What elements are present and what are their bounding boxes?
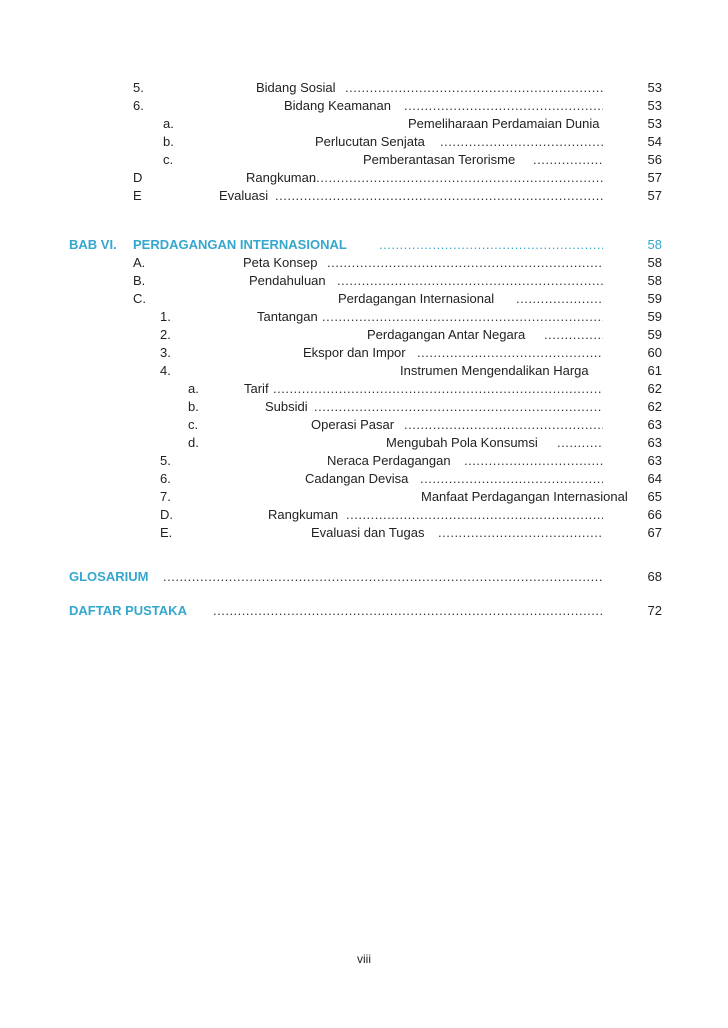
leader-dots: [275, 187, 603, 205]
page-number: viii: [357, 952, 371, 966]
toc-entry-number: 2.: [160, 327, 171, 342]
leader-dots: [379, 236, 603, 254]
leader-dots: [516, 290, 603, 308]
leader-dots: [213, 602, 603, 620]
leader-dots: [346, 506, 603, 524]
toc-entry-title[interactable]: Instrumen Mengendalikan Harga: [400, 363, 589, 378]
toc-entry-title[interactable]: Operasi Pasar: [311, 417, 395, 432]
leader-dots: [440, 133, 603, 151]
leader-dots: [345, 79, 603, 97]
toc-entry-title[interactable]: Pendahuluan: [249, 273, 326, 288]
toc-entry-number: a.: [163, 116, 174, 131]
toc-entry-page: 65: [647, 489, 662, 504]
toc-entry-number: D: [133, 170, 143, 185]
toc-entry-title[interactable]: Rangkuman: [268, 507, 339, 522]
toc-entry-title[interactable]: Perlucutan Senjata: [315, 134, 425, 149]
bibliography-page: 72: [647, 603, 662, 618]
leader-dots: [438, 524, 603, 542]
toc-entry-title[interactable]: Perdagangan Antar Negara: [367, 327, 526, 342]
toc-entry-number: 7.: [160, 489, 171, 504]
toc-entry-page: 54: [647, 134, 662, 149]
toc-entry-number: 6.: [133, 98, 144, 113]
toc-entry-page: 56: [647, 152, 662, 167]
toc-entry-number: E.: [160, 525, 173, 540]
chapter-page: 58: [647, 237, 662, 252]
toc-entry-number: 4.: [160, 363, 171, 378]
leader-dots: [312, 169, 603, 187]
toc-entry-page: 53: [647, 80, 662, 95]
toc-entry-title[interactable]: Rangkuman: [246, 170, 317, 185]
leader-dots: [273, 380, 603, 398]
toc-entry-number: b.: [188, 399, 199, 414]
toc-entry-page: 59: [647, 327, 662, 342]
toc-entry-number: A.: [133, 255, 146, 270]
toc-entry-title[interactable]: Subsidi: [265, 399, 308, 414]
toc-entry-title[interactable]: Peta Konsep: [243, 255, 318, 270]
toc-entry-page: 57: [647, 170, 662, 185]
glossary-title[interactable]: GLOSARIUM: [69, 569, 149, 584]
toc-entry-page: 60: [647, 345, 662, 360]
toc-entry-page: 53: [647, 98, 662, 113]
leader-dots: [417, 344, 603, 362]
toc-entry-page: 58: [647, 255, 662, 270]
toc-entry-page: 58: [647, 273, 662, 288]
leader-dots: [420, 470, 603, 488]
leader-dots: [322, 308, 603, 326]
toc-entry-number: c.: [163, 152, 174, 167]
glossary-page: 68: [647, 569, 662, 584]
leader-dots: [327, 254, 603, 272]
toc-entry-title[interactable]: Evaluasi: [219, 188, 269, 203]
toc-entry-number: 5.: [133, 80, 144, 95]
toc-entry-page: 67: [647, 525, 662, 540]
toc-entry-number: B.: [133, 273, 146, 288]
toc-entry-title[interactable]: Manfaat Perdagangan Internasional: [421, 489, 628, 504]
toc-entry-title[interactable]: Perdagangan Internasional: [338, 291, 495, 306]
toc-entry-number: D.: [160, 507, 173, 522]
toc-entry-page: 63: [647, 417, 662, 432]
chapter-number: BAB VI.: [69, 237, 117, 252]
toc-entry-page: 63: [647, 453, 662, 468]
toc-entry-page: 57: [647, 188, 662, 203]
toc-entry-page: 64: [647, 471, 662, 486]
toc-entry-page: 66: [647, 507, 662, 522]
toc-entry-title[interactable]: Bidang Keamanan: [284, 98, 391, 113]
chapter-title[interactable]: PERDAGANGAN INTERNASIONAL: [133, 237, 347, 252]
leader-dots: [464, 452, 603, 470]
toc-entry-number: 3.: [160, 345, 171, 360]
leader-dots: [544, 326, 603, 344]
toc-entry-number: c.: [188, 417, 199, 432]
leader-dots: [337, 272, 603, 290]
leader-dots: [314, 398, 603, 416]
toc-entry-page: 63: [647, 435, 662, 450]
toc-entry-title[interactable]: Ekspor dan Impor: [303, 345, 406, 360]
leader-dots: [404, 97, 603, 115]
toc-entry-number: b.: [163, 134, 174, 149]
toc-entry-number: 5.: [160, 453, 171, 468]
toc-entry-number: a.: [188, 381, 199, 396]
toc-entry-title[interactable]: Mengubah Pola Konsumsi: [386, 435, 538, 450]
toc-entry-title[interactable]: Cadangan Devisa: [305, 471, 409, 486]
toc-entry-title[interactable]: Tarif: [244, 381, 269, 396]
leader-dots: [533, 151, 603, 169]
toc-entry-number: d.: [188, 435, 199, 450]
leader-dots: [163, 568, 603, 586]
toc-entry-page: 53: [647, 116, 662, 131]
toc-entry-title[interactable]: Neraca Perdagangan: [327, 453, 451, 468]
toc-entry-number: 6.: [160, 471, 171, 486]
bibliography-title[interactable]: DAFTAR PUSTAKA: [69, 603, 187, 618]
toc-entry-title[interactable]: Pemeliharaan Perdamaian Dunia: [408, 116, 600, 131]
toc-entry-number: C.: [133, 291, 146, 306]
leader-dots: [404, 416, 603, 434]
toc-entry-page: 62: [647, 399, 662, 414]
toc-entry-number: E: [133, 188, 142, 203]
toc-entry-title[interactable]: Evaluasi dan Tugas: [311, 525, 425, 540]
toc-entry-title[interactable]: Bidang Sosial: [256, 80, 336, 95]
leader-dots: [557, 434, 603, 452]
toc-entry-page: 62: [647, 381, 662, 396]
toc-entry-title[interactable]: Pemberantasan Terorisme: [363, 152, 516, 167]
toc-entry-title[interactable]: Tantangan: [257, 309, 318, 324]
toc-entry-page: 61: [647, 363, 662, 378]
toc-entry-page: 59: [647, 291, 662, 306]
toc-entry-page: 59: [647, 309, 662, 324]
toc-entry-number: 1.: [160, 309, 171, 324]
